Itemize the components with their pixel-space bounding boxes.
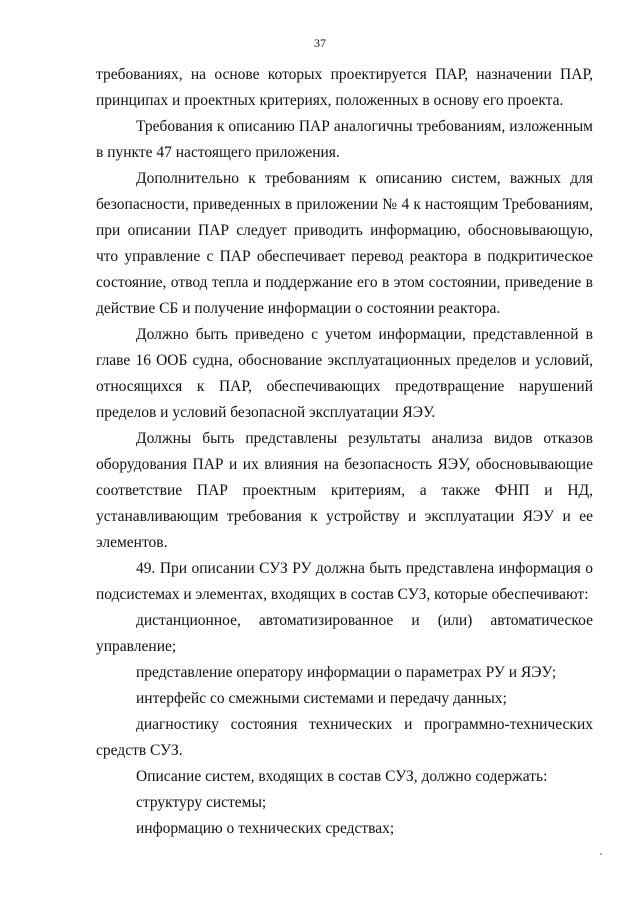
list-item-remote-control: дистанционное, автоматизированное и (или) автоматическое управление; bbox=[96, 612, 593, 655]
paragraph-2: Требования к описанию ПАР аналогичны требованиям, изложенным в пункте 47 настоящего приложения. bbox=[96, 118, 593, 161]
page-number: 37 bbox=[314, 36, 326, 50]
paragraph-6: 49. При описании СУЗ РУ должна быть представлена информация о подсистемах и элементах, входящих в состав СУЗ, которые обеспечивают: bbox=[96, 560, 593, 603]
list-item-operator-info: представление оператору информации о параметрах РУ и ЯЭУ; bbox=[136, 664, 557, 681]
list-item-technical-means: информацию о технических средствах; bbox=[136, 820, 395, 837]
paragraph-5: Должны быть представлены результаты анализа видов отказов оборудования ПАР и их влияния на безопасность ЯЭУ, обосновывающие соответствие ПАР проектным критериям, а также ФНП и НД, устанавливающим требования к устройству и эксплуатации ЯЭУ и ее элементов. bbox=[96, 430, 593, 551]
paragraph-4: Должно быть приведено с учетом информации, представленной в главе 16 ООБ судна, обоснование эксплуатационных пределов и условий, относящихся к ПАР, обеспечивающих предотвращение нарушений пределов и условий безопасной эксплуатации ЯЭУ. bbox=[96, 326, 593, 421]
list-item-interface: интерфейс со смежными системами и передачу данных; bbox=[136, 690, 507, 707]
document-body bbox=[96, 62, 593, 842]
paragraph-1: требованиях, на основе которых проектируется ПАР, назначении ПАР, принципах и проектных критериях, положенных в основу его проекта. bbox=[96, 66, 593, 109]
list-item-diagnostics: диагностику состояния технических и программно-технических средств СУЗ. bbox=[96, 716, 593, 759]
list-item-structure: структуру системы; bbox=[136, 794, 267, 811]
scan-speck bbox=[600, 853, 602, 855]
paragraph-system-description: Описание систем, входящих в состав СУЗ, должно содержать: bbox=[136, 768, 548, 785]
paragraph-3: Дополнительно к требованиям к описанию систем, важных для безопасности, приведенных в приложении № 4 к настоящим Требованиям, при описании ПАР следует приводить информацию, обосновывающую, что управление с ПАР обеспечивает перевод реактора в подкритическое состояние, отвод тепла и поддержание его в этом состоянии, приведение в действие СБ и получение информации о состоянии реактора. bbox=[96, 170, 593, 317]
